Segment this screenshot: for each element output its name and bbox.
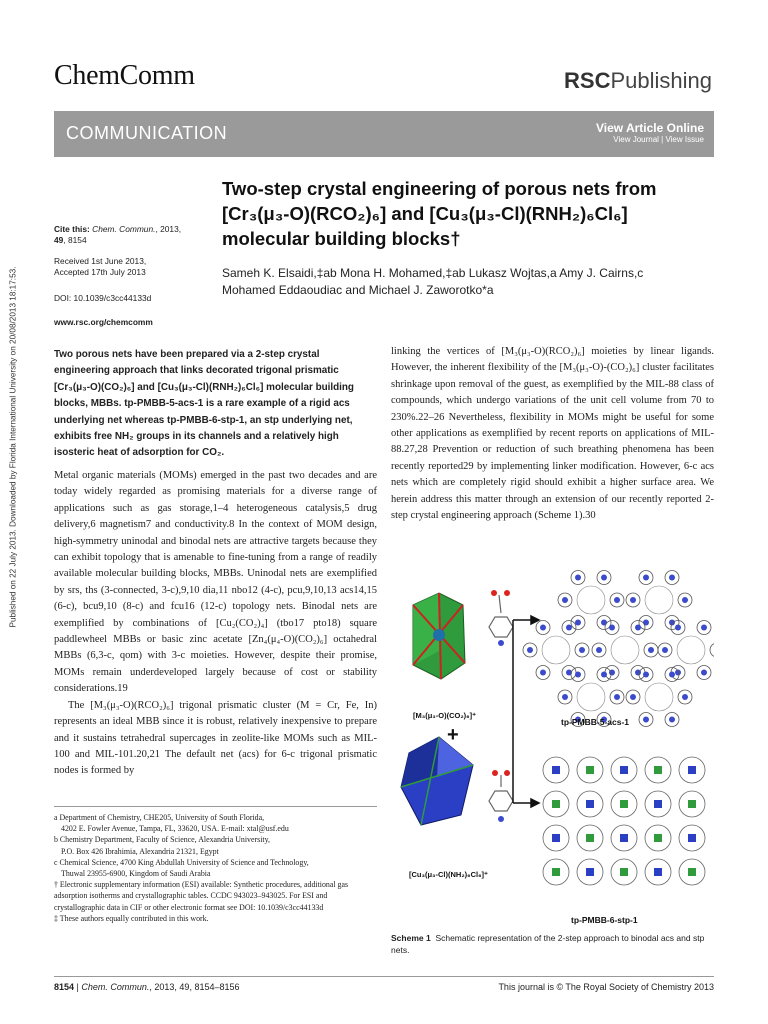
cu-mbb-label: [Cu₃(μ₃-Cl)(NH₂)₆Cl₆]⁺ [409, 870, 488, 879]
footer-copyright: This journal is © The Royal Society of Chemistry 2013 [498, 982, 714, 992]
net-node [611, 791, 637, 817]
footnote: a Department of Chemistry, CHE205, University of South Florida, [54, 813, 265, 822]
footnote: 4202 E. Fowler Avenue, Tampa, FL, 33620, USA. E-mail: xtal@usf.edu [61, 824, 289, 834]
article-title: Two-step crystal engineering of porous nets from [Cr₃(μ₃-O)(RCO₂)₆] and [Cu₃(μ₃-Cl)(RNH₂)₆Cl₆] molecular building blocks† [222, 178, 657, 249]
acs-net-image [523, 570, 714, 726]
net-node [611, 859, 637, 885]
journal-url[interactable]: www.rsc.org/chemcomm [54, 317, 153, 327]
footnote: b Chemistry Department, Faculty of Science, Alexandria University, [54, 835, 270, 845]
journal-name: ChemComm [54, 60, 195, 91]
footnote: † Electronic supplementary information (ESI) available: Synthetic procedures, additional gas adsorption isotherms and crystallographic tables. CCDC 943023–943025. For ESI and crystallographic data in CIF or other electronic format see DOI: 10.1039/c3cc44133d [54, 880, 349, 912]
net-node [577, 791, 603, 817]
footnotes [54, 812, 377, 924]
net-node [611, 757, 637, 783]
footnote-divider [54, 806, 377, 807]
scheme-1-figure [391, 565, 714, 927]
cr-cluster-image [413, 593, 465, 679]
cu-cluster-image [401, 737, 473, 825]
view-article-online-link[interactable]: View Article Online [595, 121, 704, 135]
net-node [577, 757, 603, 783]
author-list: Sameh K. Elsaidi,‡ab Mona H. Mohamed,‡ab Lukasz Wojtas,a Amy J. Cairns,c Mohamed Eddaoudiac and Michael J. Zaworotko*a [222, 266, 644, 297]
received-dates: Received 1st June 2013, Accepted 17th July 2013 [54, 256, 147, 277]
net-node [679, 859, 705, 885]
footer-divider [54, 976, 714, 977]
footer-citation: 8154 | Chem. Commun., 2013, 49, 8154–8156 [54, 982, 240, 992]
download-sidebar: Published on 22 July 2013. Downloaded by Florida International University on 20/08/2013 18:17:53. [8, 266, 18, 628]
view-article-links [596, 121, 704, 144]
body-text-right: linking the vertices of [M₃(μ₃-O)(RCO₂)₆] moieties by linear ligands. However, the inherent flexibility of the [M₃(μ₃-O)-(CO₂)₆] cluster facilitates shrinkage upon removal of the guest, as exemplified by the MIL-88 class of compounds, which undergo variations of the unit cell volume from 70 to 230%.22–26 Nevertheless, flexibility in MOMs might be useful for some other applications as exemplified by recent reports on applications of MIL-88.27,28 Prevention or reduction of such breathing phenomena has been recently reported29 by implementing linker modification. However, 6-c acs nets which are completely rigid should exhibit a higher surface area. We herein address this matter through an extension of our recently reported 2-step crystal engineering approach (Scheme 1).30 [391, 346, 714, 522]
scheme-caption: Scheme 1 Schematic representation of the 2-step approach to binodal acs and stp nets. [391, 933, 705, 955]
footnote: c Chemical Science, 4700 King Abdullah University of Science and Technology, [54, 857, 309, 867]
view-journal-issue-link[interactable]: View Journal | View Issue [613, 135, 704, 144]
paragraph: The [M₃(μ₃-O)(RCO₂)₆] trigonal prismatic cluster (M = Cr, Fe, In) represents an ideal MBB since it is robust, relatively inexpensive to prepare and it sustains tetrahedral supercages in zeolite-like MOMs such as MIL-100 and MIL-101.20,21 The default net (acs) for 6-c trigonal prismatic nodes is formed by [54, 699, 377, 777]
abstract: Two porous nets have been prepared via a 2-step crystal engineering approach that links decorated trigonal prismatic [Cr₃(μ₃-O)(CO₂)₆] and [Cu₃(μ₃-Cl)(RNH₂)₆Cl₆] molecular building blocks, MBBs. tp-PMBB-5-acs-1 is a rare example of a rigid acs underlying net whereas tp-PMBB-6-stp-1, an stp underlying net, exhibits free NH₂ groups in its channels and a relatively high isosteric heat of adsorption for CO₂. [54, 349, 354, 459]
footnote: Thuwal 23955-6900, Kingdom of Saudi Arabia [61, 869, 211, 879]
footnote: ‡ These authors equally contributed in this work. [54, 913, 209, 923]
footnote: P.O. Box 426 Ibrahimia, Alexandria 21321, Egypt [61, 846, 219, 856]
net-node [577, 859, 603, 885]
article-type-banner [54, 111, 714, 157]
net-node [645, 757, 671, 783]
cr-mbb-label: [M₃(μ₃-O)(CO₂)₆]⁺ [413, 711, 477, 720]
net-node [645, 859, 671, 885]
article-type-label: COMMUNICATION [66, 123, 228, 143]
net2-label: tp-PMBB-6-stp-1 [571, 915, 638, 925]
linker-molecule [489, 590, 513, 646]
linker-molecule [489, 770, 513, 822]
net-node [645, 791, 671, 817]
net-node [611, 825, 637, 851]
net1-label: tp-PMBB-5-acs-1 [561, 717, 630, 727]
net-node [679, 757, 705, 783]
net-ring [626, 667, 692, 726]
body-text-left [54, 468, 377, 780]
net-node [577, 825, 603, 851]
stp-net-image [543, 757, 705, 885]
net-node [543, 791, 569, 817]
doi: DOI: 10.1039/c3cc44133d [54, 293, 152, 303]
net-node [679, 791, 705, 817]
net-node [543, 859, 569, 885]
net-node [543, 757, 569, 783]
plus-sign: + [447, 724, 459, 746]
net-node [645, 825, 671, 851]
net-node [679, 825, 705, 851]
publisher-logo: RSCPublishing [564, 68, 712, 93]
citation: Cite this: Chem. Commun., 2013, 49, 8154 [54, 224, 182, 245]
net-node [543, 825, 569, 851]
paragraph: Metal organic materials (MOMs) emerged in the past two decades and are today widely regarded as promising materials for a diverse range of applications such as gas storage,1–4 heterogeneous catalysis,5 drug delivery,6 magnetism7 and conductivity.8 In the context of MOM design, high-symmetry uninodal and binodal nets are attractive targets because they can exhibit topology that is amenable to fine-tuning from a range of readily available molecular building blocks, MBBs. Uninodal nets are exemplified by srs, ths (3-connected, 3-c),9,10 dia,11 nbo12 (4-c), pcu,9,10,13 acs14,15 (6-c), bcu9,10 (8-c) and fcu16 (12-c) topology nets. Binodal nets are exemplified by combinations of [Cu₂(CO₂)₄] (tbo17 pto18) square paddlewheel MBBs or basic zinc acetate [Zn₄(μ₄-O)(CO₂)₆] octahedral MBBs (6,3-c, qom) with 3-c moieties. However, despite their promise, MOMs remain underdeveloped largely because of cost or stability considerations.19 [54, 470, 377, 695]
